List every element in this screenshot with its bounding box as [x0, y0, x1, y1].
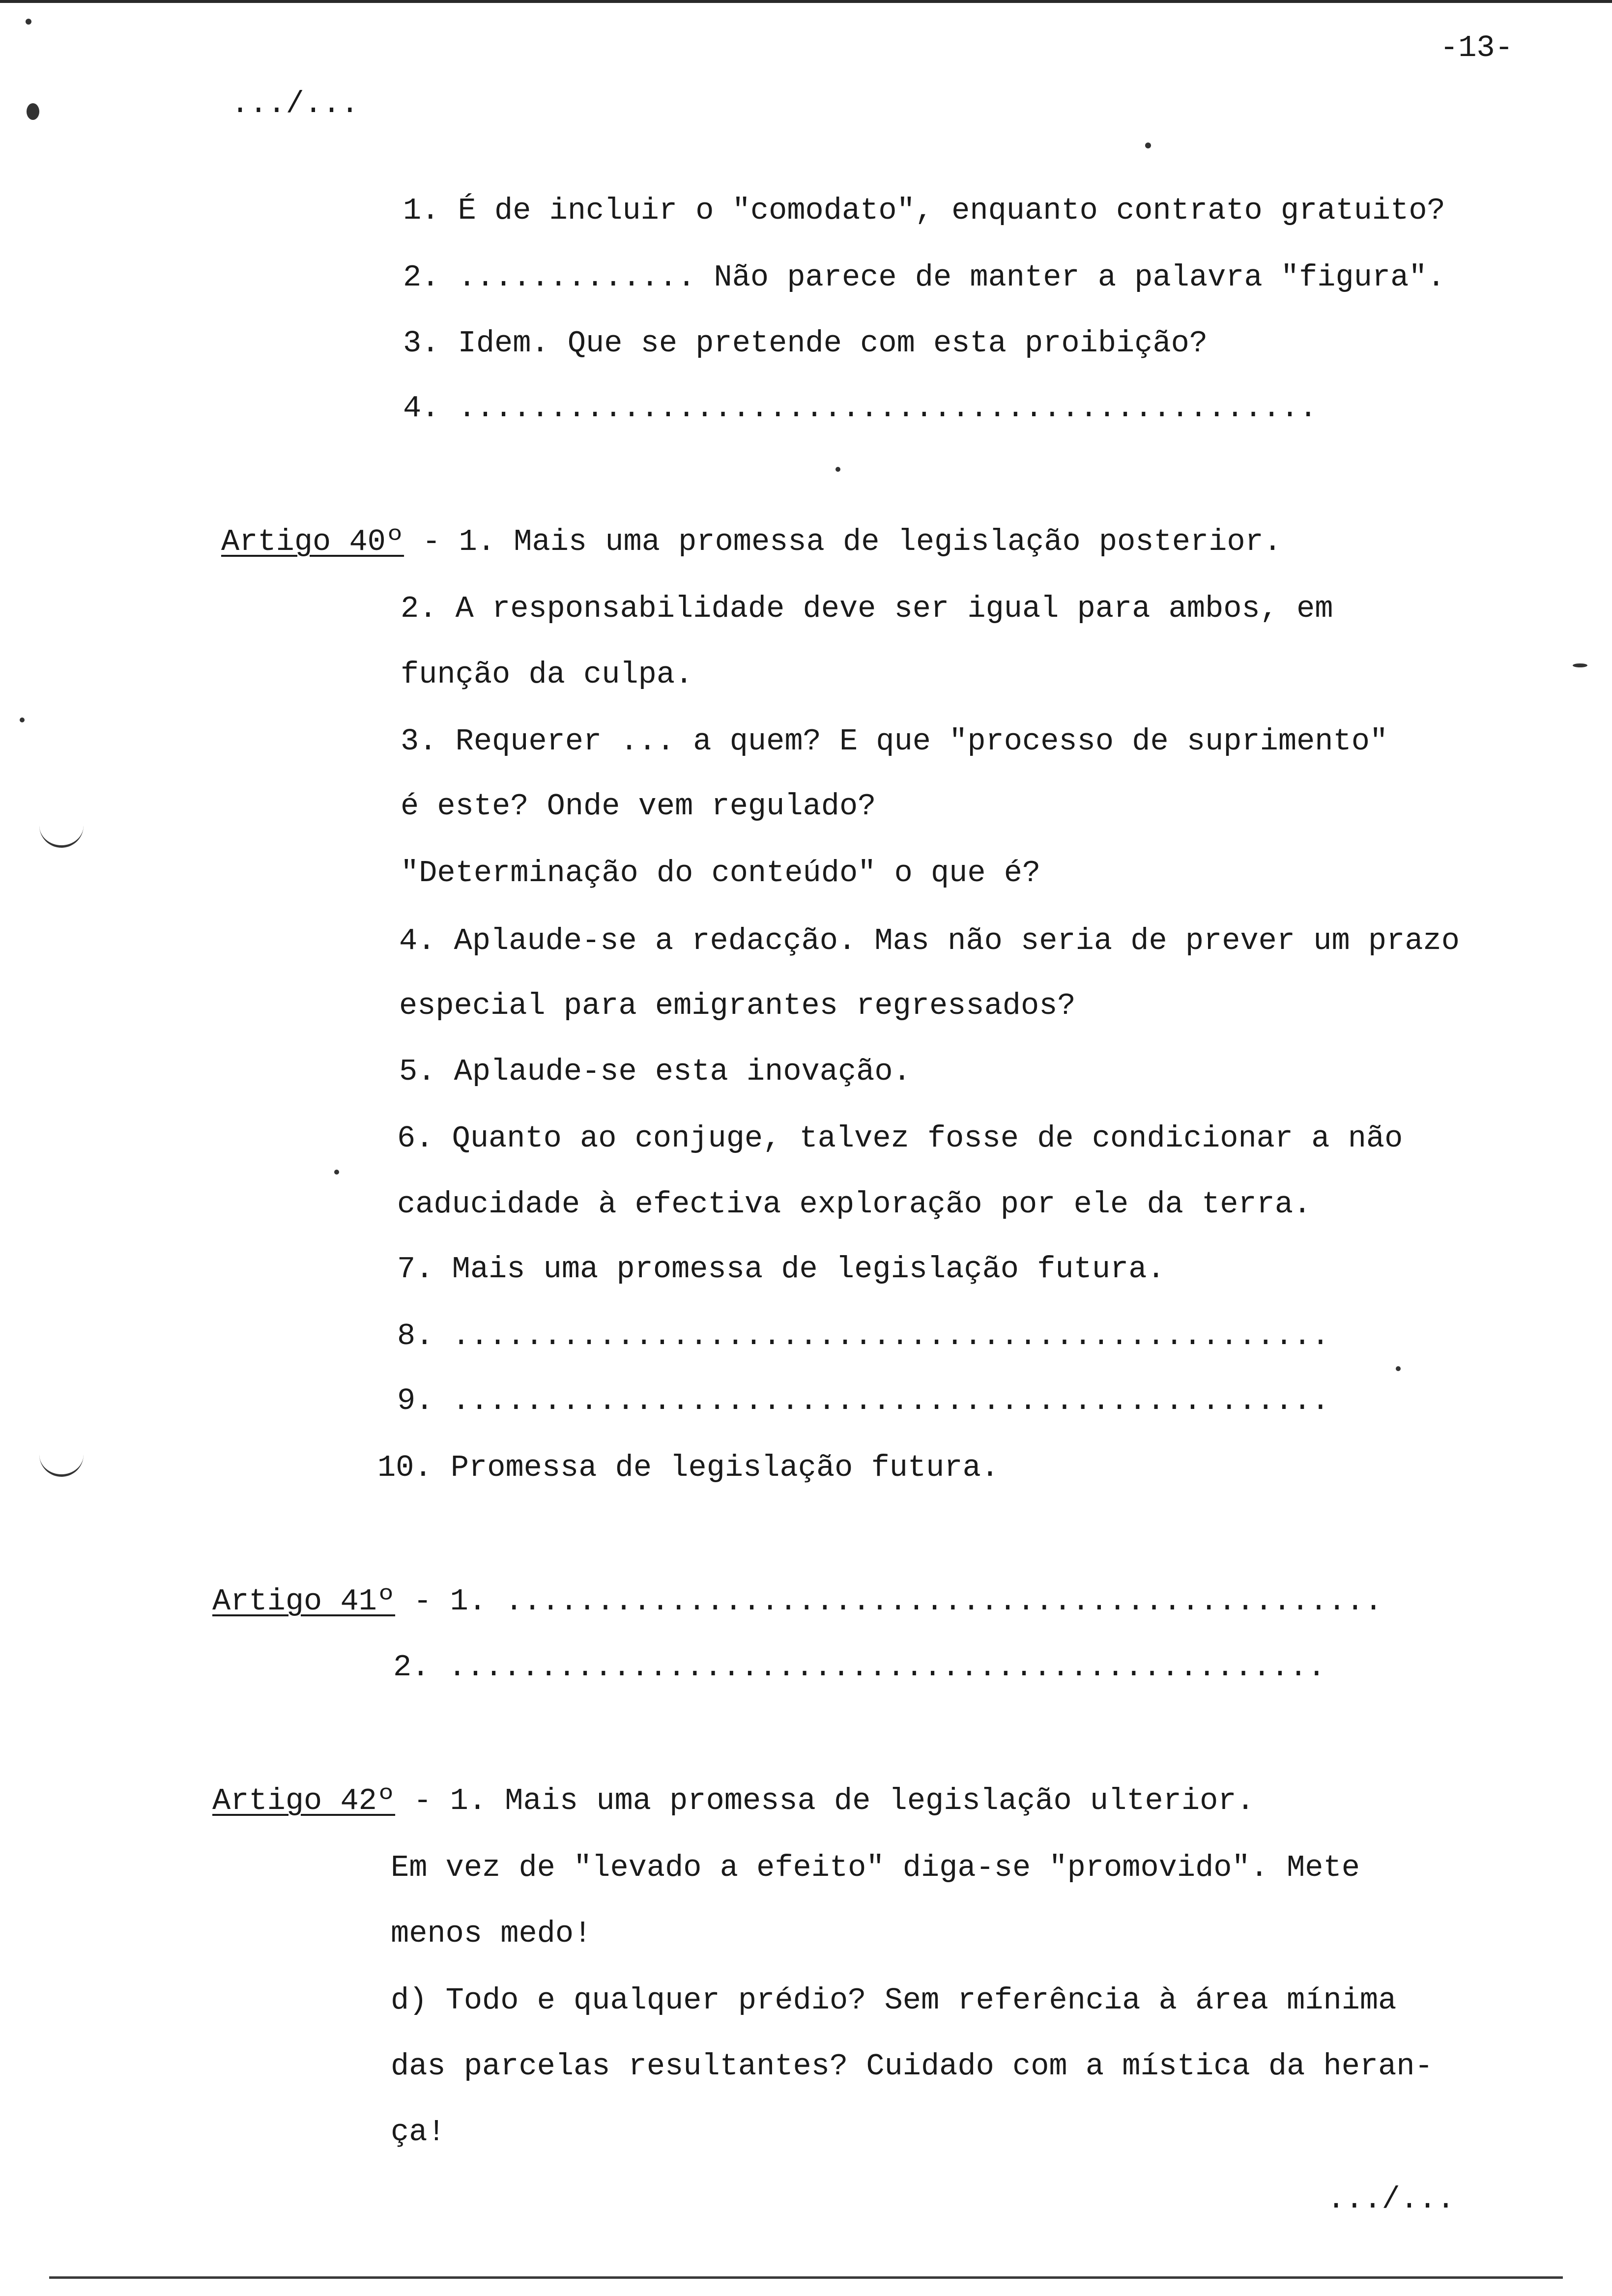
list-item: especial para emigrantes regressados? — [399, 988, 1076, 1023]
list-item: função da culpa. — [401, 657, 693, 692]
punch-hole-mark — [39, 1455, 84, 1477]
continuation-marker-top: .../... — [231, 86, 359, 121]
scan-speck — [1573, 663, 1587, 667]
continuation-marker-bottom: .../... — [1327, 2182, 1455, 2217]
list-item: 7. Mais uma promessa de legislação futura. — [397, 1252, 1165, 1287]
punch-hole-mark — [39, 826, 84, 848]
article-42-first-line: - 1. Mais uma promessa de legislação ulterior. — [395, 1783, 1255, 1818]
article-40-label: Artigo 40º — [221, 524, 404, 559]
article-41-first-line: - 1. ................................................ — [395, 1584, 1383, 1619]
article-40-heading — [221, 524, 1282, 559]
list-item: 10. Promessa de legislação futura. — [377, 1450, 1000, 1485]
list-item: 3. Requerer ... a quem? E que "processo de suprimento" — [401, 724, 1388, 759]
list-item: Em vez de "levado a efeito" diga-se "promovido". Mete — [391, 1850, 1360, 1885]
article-42-heading — [212, 1783, 1255, 1818]
list-item: 2. ................................................ — [393, 1650, 1326, 1685]
article-40-first-line: - 1. Mais uma promessa de legislação posterior. — [404, 524, 1282, 559]
bottom-edge-rule — [49, 2276, 1563, 2279]
list-item: caducidade à efectiva exploração por ele da terra. — [397, 1187, 1312, 1222]
list-item: 3. Idem. Que se pretende com esta proibição? — [403, 326, 1208, 361]
scan-speck — [1396, 1366, 1401, 1371]
list-item: menos medo! — [391, 1916, 592, 1951]
scan-speck — [20, 718, 25, 722]
list-item: 9. ................................................ — [397, 1383, 1330, 1418]
list-item: 5. Aplaude-se esta inovação. — [399, 1054, 911, 1089]
list-item: 8. ................................................ — [397, 1319, 1330, 1353]
scan-speck — [334, 1170, 339, 1175]
scan-speck — [26, 19, 31, 25]
list-item: das parcelas resultantes? Cuidado com a mística da heran- — [391, 2049, 1433, 2084]
list-item: 4. ............................................... — [403, 391, 1318, 426]
list-item: ça! — [391, 2115, 446, 2150]
article-42-label: Artigo 42º — [212, 1783, 396, 1818]
scan-speck — [27, 103, 39, 120]
list-item: 2. A responsabilidade deve ser igual para ambos, em — [401, 591, 1333, 626]
scan-speck — [835, 467, 840, 472]
list-item: 1. É de incluir o "comodato", enquanto contrato gratuito? — [403, 193, 1445, 228]
article-41-heading — [212, 1586, 1382, 1617]
list-item: 4. Aplaude-se a redacção. Mas não seria de prever um prazo — [399, 923, 1460, 958]
scan-speck — [1145, 143, 1151, 148]
list-item: d) Todo e qualquer prédio? Sem referência à área mínima — [391, 1983, 1397, 2018]
list-item: é este? Onde vem regulado? — [401, 789, 876, 824]
list-item: "Determinação do conteúdo" o que é? — [401, 856, 1041, 890]
top-edge-rule — [0, 0, 1612, 3]
list-item: 2. ............. Não parece de manter a palavra "figura". — [403, 260, 1445, 295]
page-number: -13- — [1440, 30, 1513, 65]
list-item: 6. Quanto ao conjuge, talvez fosse de condicionar a não — [397, 1121, 1403, 1156]
article-41-label: Artigo 41º — [212, 1584, 396, 1619]
